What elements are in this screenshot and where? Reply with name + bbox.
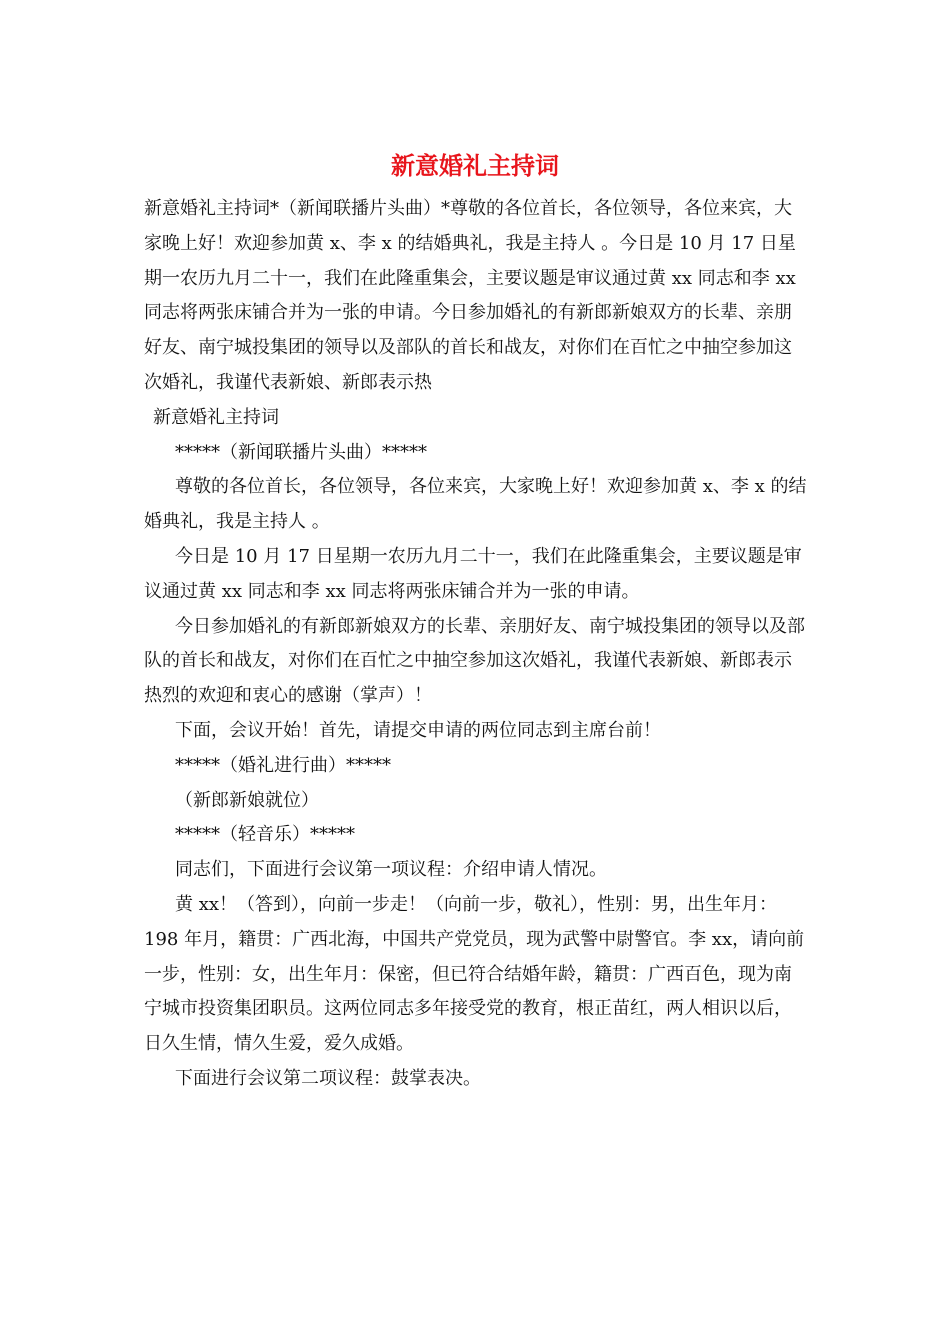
summary-paragraph: 新意婚礼主持词*（新闻联播片头曲）*尊敬的各位首长，各位领导，各位来宾，大家晚上好！欢迎参加黄 x、李 x 的结婚典礼，我是主持人 。今日是 10 月 17 日星期一农历九月二十一，我们在此隆重集会，主要议题是审议通过黄 xx 同志和李 xx 同志将两张床铺合并为一张的申请。今日参加婚礼的有新郎新娘双方的长辈、亲朋好友、南宁城投集团的领导以及部队的首长和战友，对你们在百忙之中抽空参加这次婚礼，我谨代表新娘、新郎表示热 (144, 198, 796, 393)
paragraph-date: 今日是 10 月 17 日星期一农历九月二十一，我们在此隆重集会，主要议题是审议通过黄 xx 同志和李 xx 同志将两张床铺合并为一张的申请。 (144, 545, 802, 602)
paragraph-light-music: *****（轻音乐）***** (175, 824, 355, 846)
paragraph-introductions: 黄 xx！（答到），向前一步走！（向前一步，敬礼），性别：男，出生年月：198 年月，籍贯：广西北海，中国共产党党员，现为武警中尉警官。李 xx，请向前一步，性别：女，出生年月：保密，但已符合结婚年龄，籍贯：广西百色，现为南宁城市投资集团职员。这两位同志多年接受党的教育，根正苗红，两人相识以后，日久生情，情久生爱，爱久成婚。 (144, 893, 805, 1055)
paragraph-music-cue: *****（新闻联播片头曲）***** (175, 441, 427, 463)
paragraph-meeting-start: 下面，会议开始！首先，请提交申请的两位同志到主席台前！ (175, 719, 661, 741)
document-title: 新意婚礼主持词 (391, 151, 559, 180)
paragraph-positions: （新郎新娘就位） (175, 789, 319, 811)
paragraph-agenda-two: 下面进行会议第二项议程：鼓掌表决。 (175, 1067, 481, 1089)
document-body (144, 192, 808, 1097)
paragraph-wedding-march: *****（婚礼进行曲）***** (175, 754, 391, 776)
paragraph-thanks: 今日参加婚礼的有新郎新娘双方的长辈、亲朋好友、南宁城投集团的领导以及部队的首长和战友，对你们在百忙之中抽空参加这次婚礼，我谨代表新娘、新郎表示热烈的欢迎和衷心的感谢（掌声）！ (144, 615, 805, 707)
paragraph-greeting: 尊敬的各位首长，各位领导，各位来宾，大家晚上好！欢迎参加黄 x、李 x 的结婚典礼，我是主持人 。 (144, 476, 807, 533)
section-heading: 新意婚礼主持词 (153, 406, 279, 428)
paragraph-agenda-one: 同志们，下面进行会议第一项议程：介绍申请人情况。 (175, 859, 607, 881)
